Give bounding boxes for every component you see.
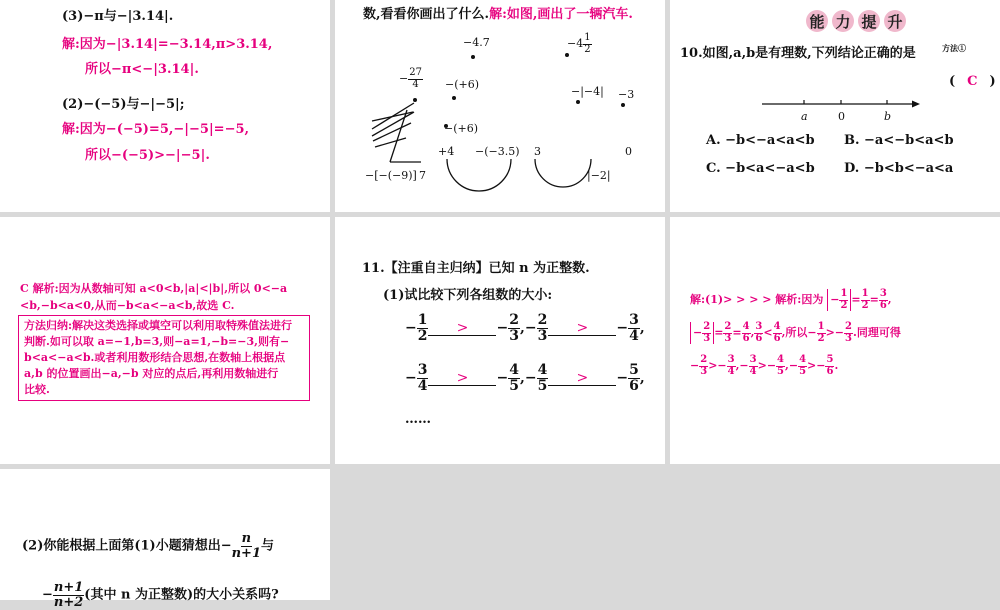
question-11-sub: (1)试比较下列各组数的大小: <box>383 288 553 303</box>
item-3-question: (3)−π与−|3.14|. <box>62 9 174 24</box>
method-line1: 方法归纳:解决这类选择或填空可以利用取特殊值法进行 <box>24 319 293 332</box>
analysis-line1: C 解析:因为从数轴可知 a<0<b,|a|<|b|,所以 0<−a <box>20 282 288 295</box>
blank-2: > <box>548 321 616 336</box>
question-11-title: 11.【注重自主归纳】已知 n 为正整数. <box>362 261 590 276</box>
label-minus-plus-6-b: −(+6) <box>444 122 479 135</box>
question-10-text: 10.如图,a,b是有理数,下列结论正确的是 <box>680 46 916 61</box>
part2-line1: (2)你能根据上面第(1)小题猜想出− $\frac{n}{n+1}$ 与 <box>22 531 274 561</box>
method-tag: 方法① <box>942 43 966 53</box>
option-b: B. −a<−b<a<b <box>844 133 954 148</box>
badge-char-2: 力 <box>832 10 854 32</box>
point-minus-4-7 <box>471 55 475 59</box>
answer-bracket: ( C ) <box>949 74 996 89</box>
panel-car-drawing <box>335 0 665 212</box>
blank-4: > <box>548 371 616 386</box>
drawing-prompt-text: 数,看看你画出了什么. <box>363 7 490 22</box>
point-minus-abs-4 <box>576 100 580 104</box>
label-3: 3 <box>534 145 541 158</box>
answer-value: C <box>967 74 978 89</box>
panel-question-10 <box>670 0 1000 212</box>
label-minus-3: −3 <box>618 88 635 101</box>
analysis-line2: <b,−b<a<0,从而−b<a<−a<b,故选 C. <box>20 299 235 312</box>
badge-char-4: 升 <box>884 10 906 32</box>
label-minus-27-4: − $\frac{27}{4}$ <box>399 67 422 90</box>
label-7: 7 <box>419 169 426 182</box>
item-2-solution-line1: 解:因为−(−5)=5,−|−5|=−5, <box>62 122 250 137</box>
option-d: D. −b<b<−a<a <box>844 161 954 176</box>
label-minus-bracket-9: −[−(−9)] <box>365 169 417 182</box>
method-line5: 比较. <box>24 383 50 396</box>
blank-3: > <box>428 371 496 386</box>
method-line3: b<a<−a<b.或者利用数形结合思想,在数轴上根据点 <box>24 351 286 364</box>
part2-line2: − $\frac{n+1}{n+2}$ (其中 n 为正整数)的大小关系吗? <box>42 580 279 610</box>
blank-1: > <box>428 321 496 336</box>
axis-label-0: 0 <box>838 110 845 123</box>
solution-line1: 解:(1)> > > > 解析:因为 − $\frac{1}{2}$ = $\frac{1}{2}$ = $\frac{3}{6}$ , <box>690 288 892 311</box>
point-minus-27-4 <box>413 98 417 102</box>
item-3-solution-line2: 所以−π<−|3.14|. <box>85 62 199 77</box>
car-line-5 <box>375 138 406 147</box>
label-0: 0 <box>625 145 632 158</box>
axis-label-b: b <box>884 110 892 123</box>
panel-question-11-solution <box>670 217 1000 464</box>
option-c: C. −b<a<−a<b <box>706 161 815 176</box>
solution-line2: − $\frac{2}{3}$ = $\frac{2}{3}$ = $\frac{4}{6}$ , $\frac{3}{6}$ < $\frac{4}{6}$ ,所以− $\frac{1}{2}$ >− $\frac{2}{3}$ .同理可得 <box>690 322 901 344</box>
axis-label-a: a <box>801 110 808 123</box>
label-plus-4: +4 <box>438 145 455 158</box>
panel-exercise-9-answers <box>0 0 330 212</box>
car-wheel-rear <box>535 159 591 187</box>
badge-char-3: 提 <box>858 10 880 32</box>
label-minus-plus-6-a: −(+6) <box>445 78 480 91</box>
option-a: A. −b<−a<a<b <box>706 133 815 148</box>
item-2-solution-line2: 所以−(−5)>−|−5|. <box>85 148 210 163</box>
item-3-solution-line1: 解:因为−|3.14|=−3.14,π>3.14, <box>62 37 273 52</box>
label-minus-4-7: −4.7 <box>463 36 490 49</box>
item-2-question: (2)−(−5)与−|−5|; <box>62 97 185 112</box>
label-minus-minus-3-5: −(−3.5) <box>475 145 520 158</box>
method-line2: 判断.如可以取 a=−1,b=3,则−a=1,−b=−3,则有− <box>24 335 290 348</box>
solution-line3: − $\frac{2}{3}$ >− $\frac{3}{4}$ ,− $\frac{3}{4}$ >− $\frac{4}{5}$ ,− $\frac{4}{5}$ >− $\frac{5}{6}$ . <box>690 354 839 377</box>
panel-question-11 <box>335 217 665 464</box>
car-wheel-front <box>447 159 511 191</box>
label-minus-4-half: −4 $\frac{1}{2}$ <box>567 32 591 55</box>
label-abs-minus-2: |−2| <box>587 169 611 182</box>
comparison-row-1: − $\frac{1}{2}$ > − $\frac{2}{3}$ ,− $\frac{2}{3}$ > − $\frac{3}{4}$ , <box>405 312 645 344</box>
badge-char-1: 能 <box>806 10 828 32</box>
drawing-solution: 解:如图,画出了一辆汽车. <box>489 7 633 22</box>
number-line <box>670 88 1000 128</box>
number-line-arrow <box>912 101 920 108</box>
point-minus-3 <box>621 103 625 107</box>
method-line4: a,b 的位置画出−a,−b 对应的点后,再利用数轴进行 <box>24 367 279 380</box>
ellipsis: …… <box>405 412 431 427</box>
empty-area <box>335 469 1000 600</box>
panel-question-11-part2 <box>0 469 330 610</box>
point-minus-plus-6-a <box>452 96 456 100</box>
label-minus-abs-4: −|−4| <box>571 85 604 98</box>
comparison-row-2: − $\frac{3}{4}$ > − $\frac{4}{5}$ ,− $\frac{4}{5}$ > − $\frac{5}{6}$ , <box>405 362 645 394</box>
panel-question-10-analysis <box>0 217 330 464</box>
car-line-6 <box>390 110 407 162</box>
